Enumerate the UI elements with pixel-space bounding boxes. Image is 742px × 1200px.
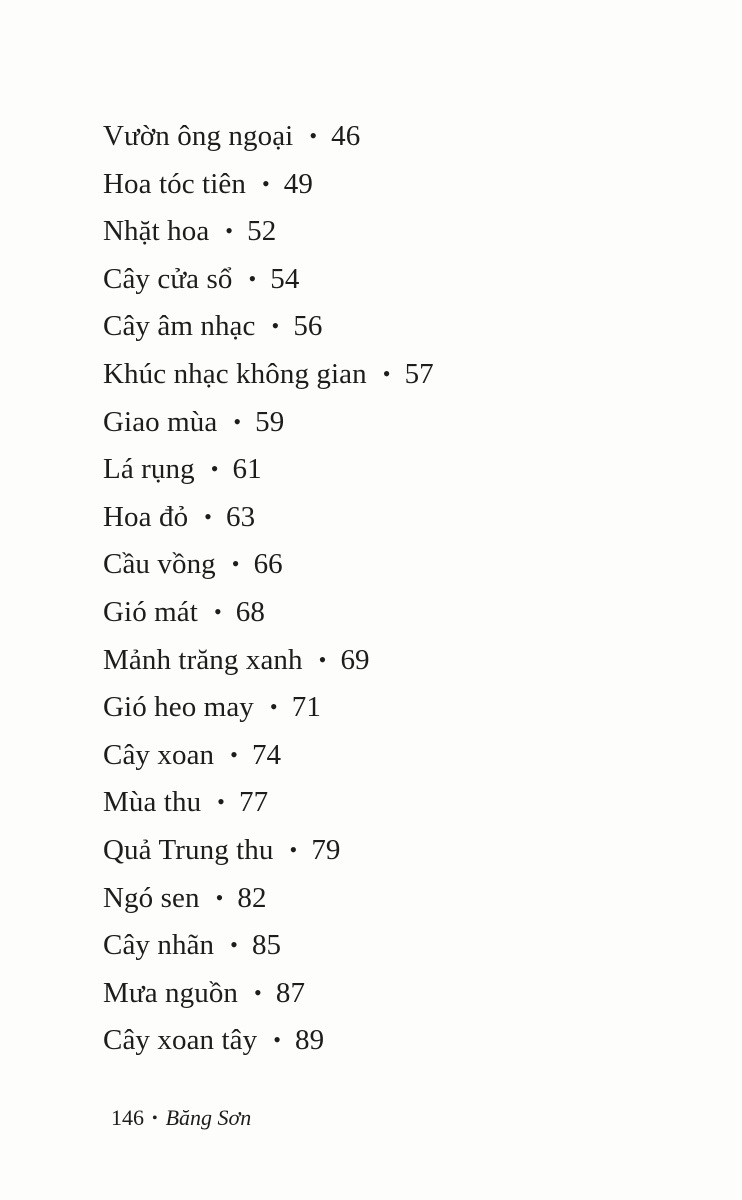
toc-entry-page-number: 52 <box>247 215 277 248</box>
toc-entry-bullet: • <box>230 932 238 958</box>
toc-entry-page-number: 59 <box>255 405 285 438</box>
toc-entry-bullet: • <box>248 265 257 291</box>
toc-entry-bullet: • <box>382 360 391 386</box>
toc-entry-page-number: 61 <box>232 453 262 486</box>
toc-entry-bullet: • <box>254 979 262 1005</box>
toc-entry-bullet: • <box>217 789 225 815</box>
toc-entry-title: Mùa thu <box>103 786 202 819</box>
toc-entry-title: Gió heo may <box>103 691 254 724</box>
toc-entry <box>103 350 434 398</box>
toc-entry <box>103 731 434 779</box>
toc-entry <box>103 302 434 350</box>
toc-entry-page-number: 82 <box>237 881 267 914</box>
toc-entry-page-number: 68 <box>235 595 265 628</box>
toc-entry-page-number: 74 <box>251 738 282 771</box>
toc-entry-page-number: 66 <box>253 548 283 581</box>
toc-entry <box>103 398 434 446</box>
toc-entry-bullet: • <box>233 408 242 434</box>
toc-entry-title: Giao mùa <box>103 405 218 438</box>
toc-entry-title: Cây âm nhạc <box>103 310 256 343</box>
toc-entry-bullet: • <box>204 503 212 529</box>
toc-entry-title: Mưa nguồn <box>103 976 239 1009</box>
toc-entry <box>103 445 434 493</box>
toc-entry <box>103 874 434 922</box>
page-footer <box>111 1103 251 1134</box>
toc-entry-bullet: • <box>261 170 270 196</box>
toc-entry-bullet: • <box>289 836 298 862</box>
toc-entry-title: Khúc nhạc không gian <box>103 357 367 390</box>
toc-entry-page-number: 77 <box>238 786 269 819</box>
toc-entry <box>103 1016 434 1064</box>
toc-entry-page-number: 49 <box>283 167 313 200</box>
footer-bullet: • <box>152 1110 158 1127</box>
toc-entry-title: Hoa đỏ <box>103 500 189 533</box>
toc-entry-bullet: • <box>318 646 327 672</box>
toc-entry-page-number: 46 <box>331 120 361 152</box>
toc-entry-bullet: • <box>213 598 222 624</box>
toc-entry <box>103 160 434 208</box>
toc-entry-title: Cây nhãn <box>103 929 215 962</box>
table-of-contents <box>103 112 434 1064</box>
toc-entry-page-number: 54 <box>270 262 300 295</box>
toc-entry <box>103 588 434 636</box>
toc-entry <box>103 778 434 826</box>
toc-entry-page-number: 85 <box>251 929 282 962</box>
toc-entry <box>103 921 434 969</box>
toc-entry-bullet: • <box>309 123 318 148</box>
toc-entry <box>103 826 434 874</box>
toc-entry-page-number: 57 <box>404 357 434 390</box>
toc-entry-page-number: 56 <box>293 310 323 343</box>
toc-entry-page-number: 63 <box>225 500 256 533</box>
toc-entry <box>103 207 434 255</box>
toc-entry <box>103 636 434 684</box>
toc-entry-page-number: 89 <box>295 1024 325 1057</box>
toc-entry-bullet: • <box>269 694 278 720</box>
toc-entry-title: Quả Trung thu <box>103 833 274 866</box>
toc-entry-title: Cây cửa sổ <box>103 262 233 295</box>
toc-entry-title: Mảnh trăng xanh <box>103 643 303 676</box>
toc-entry-title: Cây xoan tây <box>103 1024 258 1057</box>
toc-entry-page-number: 79 <box>311 833 341 866</box>
toc-entry-title: Lá rụng <box>103 453 195 486</box>
toc-entry <box>103 969 434 1017</box>
toc-entry-bullet: • <box>273 1027 282 1053</box>
footer-page-number: 146 <box>111 1105 144 1130</box>
toc-entry-page-number: 87 <box>275 976 306 1009</box>
toc-entry <box>103 493 434 541</box>
toc-entry-title: Gió mát <box>103 595 198 628</box>
toc-entry-bullet: • <box>231 551 240 577</box>
toc-entry-title: Vườn ông ngoại <box>103 120 294 152</box>
toc-entry <box>103 540 434 588</box>
toc-entry-bullet: • <box>230 741 238 767</box>
toc-entry-title: Hoa tóc tiên <box>103 167 246 200</box>
toc-entry-title: Nhặt hoa <box>103 215 210 248</box>
toc-entry <box>103 683 434 731</box>
toc-entry-title: Ngó sen <box>103 881 200 914</box>
toc-entry-bullet: • <box>225 218 234 244</box>
toc-entry-bullet: • <box>271 313 280 339</box>
toc-entry-bullet: • <box>215 884 224 910</box>
toc-entry-page-number: 69 <box>340 643 370 676</box>
toc-entry-title: Cầu vồng <box>103 548 216 581</box>
toc-entry <box>103 112 434 160</box>
footer-author: Băng Sơn <box>165 1105 252 1130</box>
toc-entry-title: Cây xoan <box>103 738 215 771</box>
toc-entry-bullet: • <box>210 456 219 482</box>
toc-entry <box>103 255 434 303</box>
toc-entry-page-number: 71 <box>291 691 321 724</box>
